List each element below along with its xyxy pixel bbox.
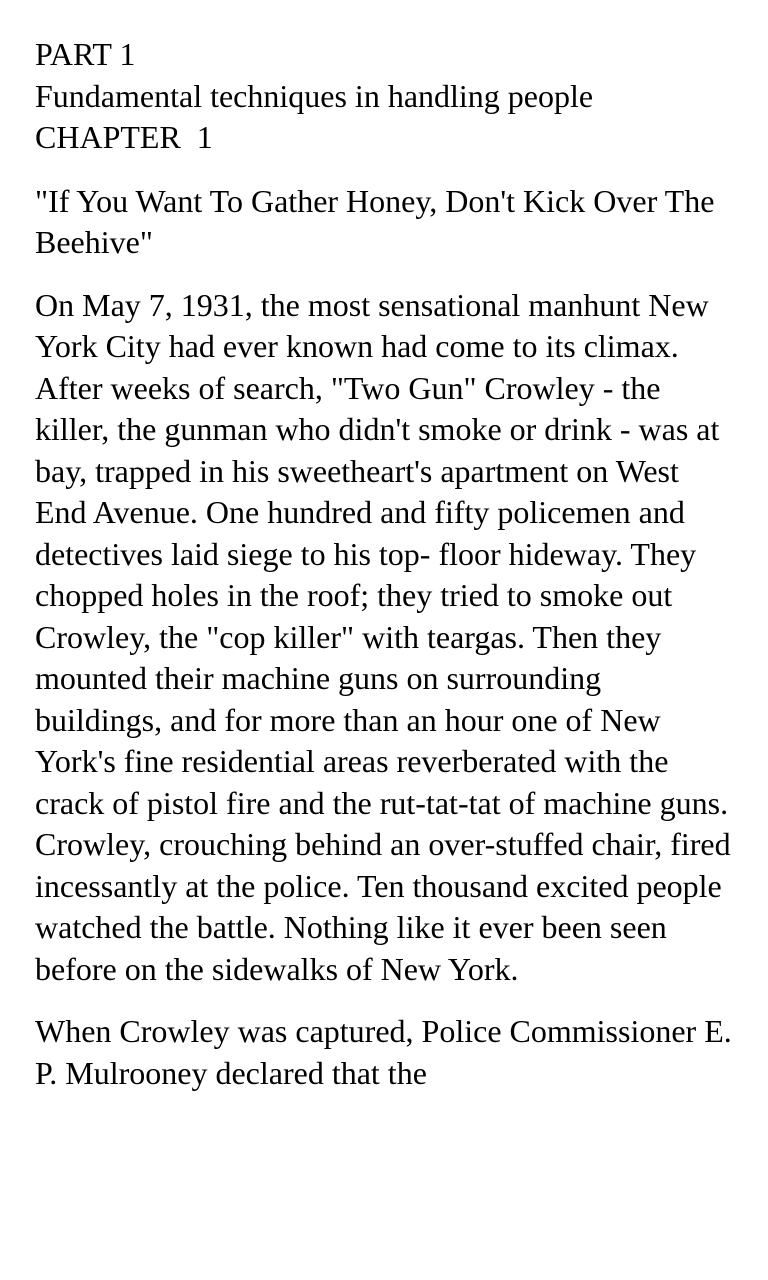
part-label: PART 1 bbox=[35, 36, 136, 72]
body-paragraph: On May 7, 1931, the most sensational manhunt New York City had ever known had come to its climax. After weeks of search, "Two Gun" Crowley - the killer, the gunman who didn't smoke or drink - was at bay, trapped in his sweetheart's apartment on West End Avenue. One hundred and fifty policemen and detectives laid siege to his top- floor hideway. They chopped holes in the roof; they tried to smoke out Crowley, the "cop killer" with teargas. Then they mounted their machine guns on surrounding buildings, and for more than an hour one of New York's fine residential areas reverberated with the crack of pistol fire and the rut-tat-tat of machine guns. Crowley, crouching behind an over-stuffed chair, fired incessantly at the police. Ten thousand excited people watched the battle. Nothing like it ever been seen before on the sidewalks of New York. bbox=[35, 286, 731, 987]
chapter-heading bbox=[35, 34, 734, 159]
part-title: Fundamental techniques in handling people bbox=[35, 77, 594, 114]
chapter-subtitle: "If You Want To Gather Honey, Don't Kick Over The Beehive" bbox=[35, 182, 715, 260]
chapter-label: CHAPTER 1 bbox=[35, 119, 213, 155]
body-paragraph: When Crowley was captured, Police Commissioner E. P. Mulrooney declared that the bbox=[35, 1013, 732, 1091]
